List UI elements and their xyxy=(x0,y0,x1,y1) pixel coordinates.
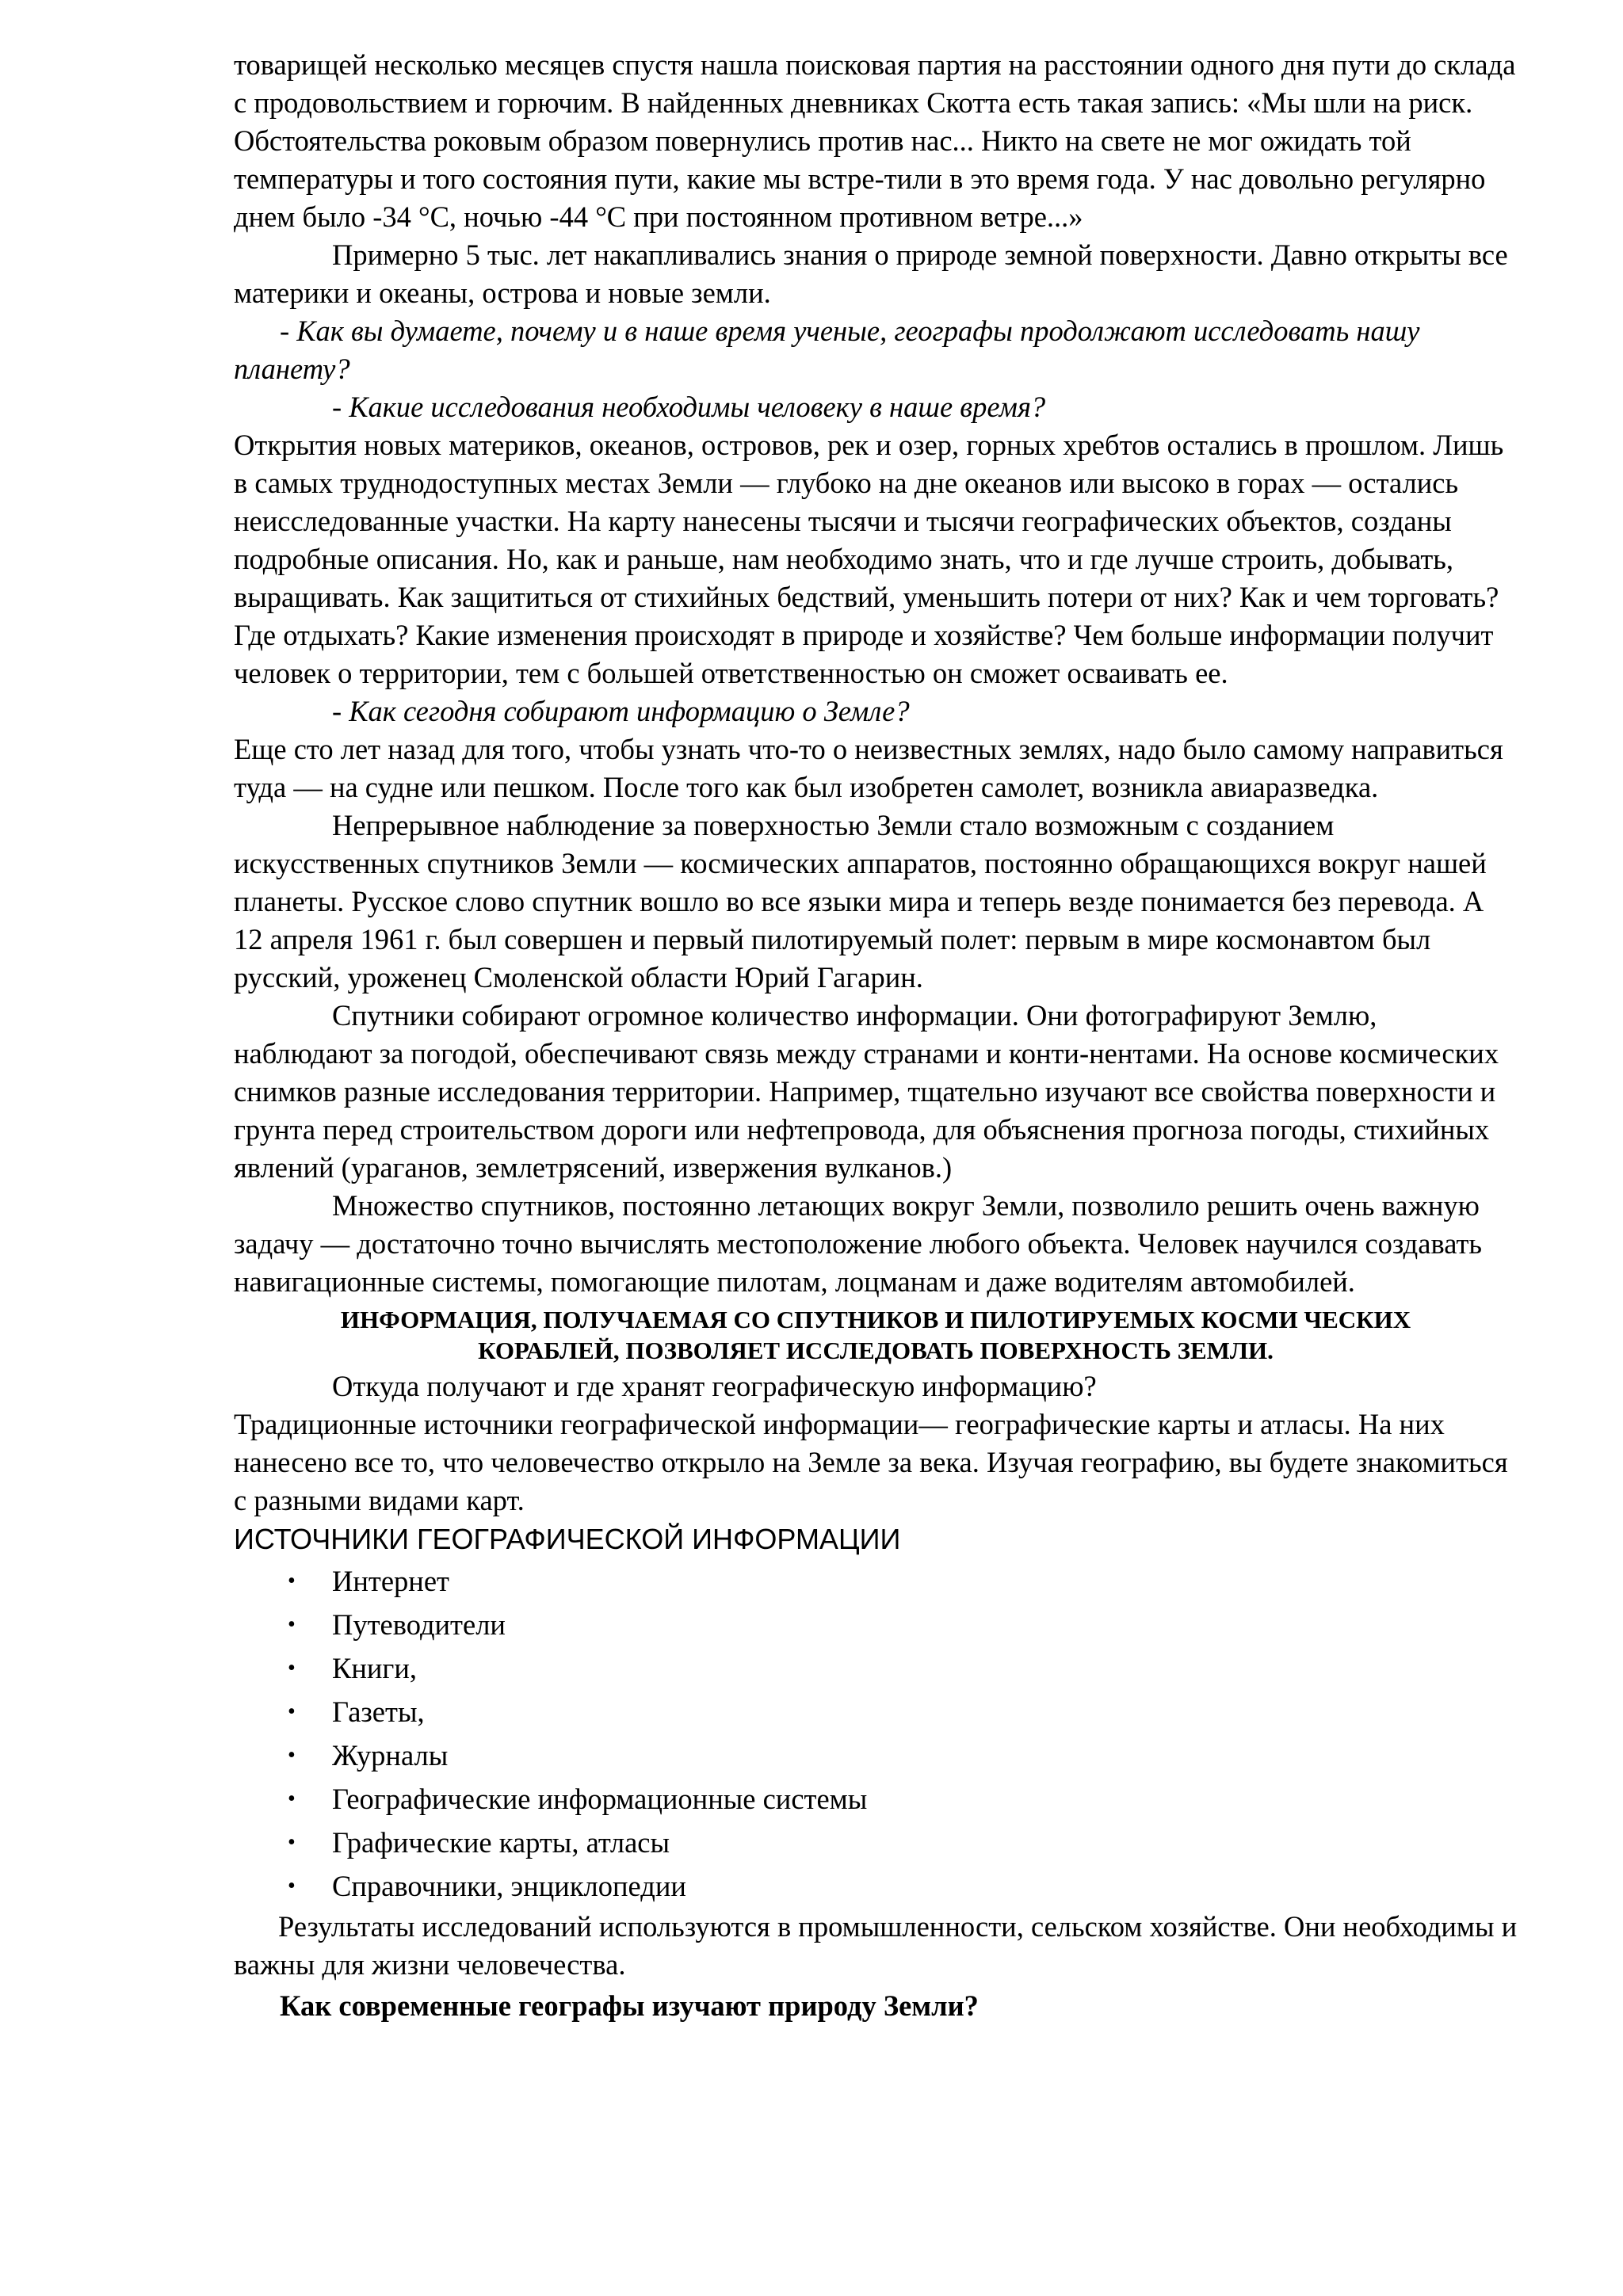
question-how-collect-info: - Как сегодня собирают информацию о Земле? xyxy=(332,695,910,727)
paragraph-knowledge-history: Примерно 5 тыс. лет накапливались знания о природе земной поверхности. Давно открыты все материки и океаны, острова и новые земли. xyxy=(234,238,1508,309)
paragraph-discoveries: Открытия новых материков, океанов, островов, рек и озер, горных хребтов остались в прошлом. Лишь в самых труднодоступных местах Земли — глубоко на дне океанов или высоко в горах — остались неисследованные участки. На карту нанесены тысячи и тысячи географических объектов, созданы подробные описания. Но, как и раньше, нам необходимо знать, что и где лучше строить, добывать, выращивать. Как защититься от стихийных бедствий, уменьшить потери от них? Как и чем торговать? Где отдыхать? Какие изменения происходят в природе и хозяйстве? Чем больше информации получит человек о территории, тем с большей ответственностью он сможет осваивать ее. xyxy=(234,429,1504,689)
list-item xyxy=(234,1646,1518,1690)
paragraph-aerial-reconnaissance: Еще сто лет назад для того, чтобы узнать что-то о неизвестных землях, надо было самому направиться туда — на судне или пешком. После того как был изобретен самолет, возникла авиаразведка. xyxy=(234,733,1503,803)
bullet-icon: • xyxy=(288,1612,296,1637)
list-item-label: Графические карты, атласы xyxy=(332,1826,670,1859)
bullet-icon: • xyxy=(288,1830,296,1855)
list-item xyxy=(234,1603,1518,1646)
bullet-icon: • xyxy=(288,1787,296,1811)
final-question: Как современные географы изучают природу Земли? xyxy=(280,1989,979,2022)
list-item-label: Географические информационные системы xyxy=(332,1783,868,1815)
paragraph-navigation: Множество спутников, постоянно летающих вокруг Земли, позволило решить очень важную задачу — достаточно точно вычислять местоположение любого объекта. Человек научился создавать навигационные системы, помогающие пилотам, лоцманам и даже водителям автомобилей. xyxy=(234,1189,1483,1298)
list-item xyxy=(234,1559,1518,1603)
paragraph-satellite-info: Спутники собирают огромное количество информации. Они фотографируют Землю, наблюдают за погодой, обеспечивают связь между странами и конти-нентами. На основе космических снимков разные исследования территории. Например, тщательно изучают все свойства поверхности и грунта перед строительством дороги или нефтепровода, для объяснения прогноза погоды, стихийных явлений (ураганов, землетрясений, извержения вулканов.) xyxy=(234,999,1499,1184)
sources-heading: ИСТОЧНИКИ ГЕОГРАФИЧЕСКОЙ ИНФОРМАЦИИ xyxy=(234,1523,901,1555)
heading-line-1: ИНФОРМАЦИЯ, ПОЛУЧАЕМАЯ СО СПУТНИКОВ И ПИЛОТИРУЕМЫХ КОСМИ ЧЕСКИХ xyxy=(340,1306,1411,1333)
list-item-label: Справочники, энциклопедии xyxy=(332,1870,686,1902)
list-item xyxy=(234,1821,1518,1864)
section-heading-satellite-info xyxy=(234,1304,1518,1366)
paragraph-where-info: Откуда получают и где хранят географическую информацию? xyxy=(332,1370,1097,1402)
bullet-icon: • xyxy=(288,1699,296,1724)
bullet-icon: • xyxy=(288,1569,296,1593)
paragraph-scott-diary: товарищей несколько месяцев спустя нашла поисковая партия на расстоянии одного дня пути до склада с продовольствием и горючим. В найденных дневниках Скотта есть такая запись: «Мы шли на риск. Обстоятельства роковым образом повернулись против нас... Никто на свете не мог ожидать той температуры и того состояния пути, какие мы встре-тили в это время года. У нас довольно регулярно днем было -34 °С, ночью -44 °С при постоянном противном ветре...» xyxy=(234,48,1516,233)
list-item xyxy=(234,1733,1518,1777)
document-body xyxy=(234,46,1518,2025)
list-item-label: Газеты, xyxy=(332,1695,425,1728)
list-item xyxy=(234,1864,1518,1908)
list-item-label: Путеводители xyxy=(332,1608,506,1641)
paragraph-results-usage: Результаты исследований используются в промышленности, сельском хозяйстве. Они необходимы и важны для жизни человечества. xyxy=(234,1910,1518,1981)
heading-line-2: КОРАБЛЕЙ, ПОЗВОЛЯЕТ ИССЛЕДОВАТЬ ПОВЕРХНОСТЬ ЗЕМЛИ. xyxy=(478,1337,1274,1364)
list-item-label: Журналы xyxy=(332,1739,449,1772)
question-needed-research: - Какие исследования необходимы человеку в наше время? xyxy=(332,391,1046,423)
bullet-icon: • xyxy=(288,1656,296,1680)
list-item xyxy=(234,1690,1518,1733)
list-item-label: Интернет xyxy=(332,1565,449,1597)
bullet-icon: • xyxy=(288,1743,296,1768)
paragraph-satellites: Непрерывное наблюдение за поверхностью Земли стало возможным с созданием искусственных спутников Земли — космических аппаратов, постоянно обращающихся вокруг нашей планеты. Русское слово спутник вошло во все языки мира и теперь везде понимается без перевода. А 12 апреля 1961 г. был совершен и первый пилотируемый полет: первым в мире космонавтом был русский, уроженец Смоленской области Юрий Гагарин. xyxy=(234,809,1487,994)
list-item xyxy=(234,1777,1518,1821)
bullet-icon: • xyxy=(288,1874,296,1898)
list-item-label: Книги, xyxy=(332,1652,418,1684)
paragraph-traditional-sources: Традиционные источники географической информации— географические карты и атласы. На них нанесено все то, что человечество открыло на Земле за века. Изучая географию, вы будете знакомиться с разными видами карт. xyxy=(234,1408,1508,1516)
question-why-explore: - Как вы думаете, почему и в наше время ученые, географы продолжают исследовать нашу планету? xyxy=(234,315,1420,385)
sources-list xyxy=(234,1559,1518,1908)
